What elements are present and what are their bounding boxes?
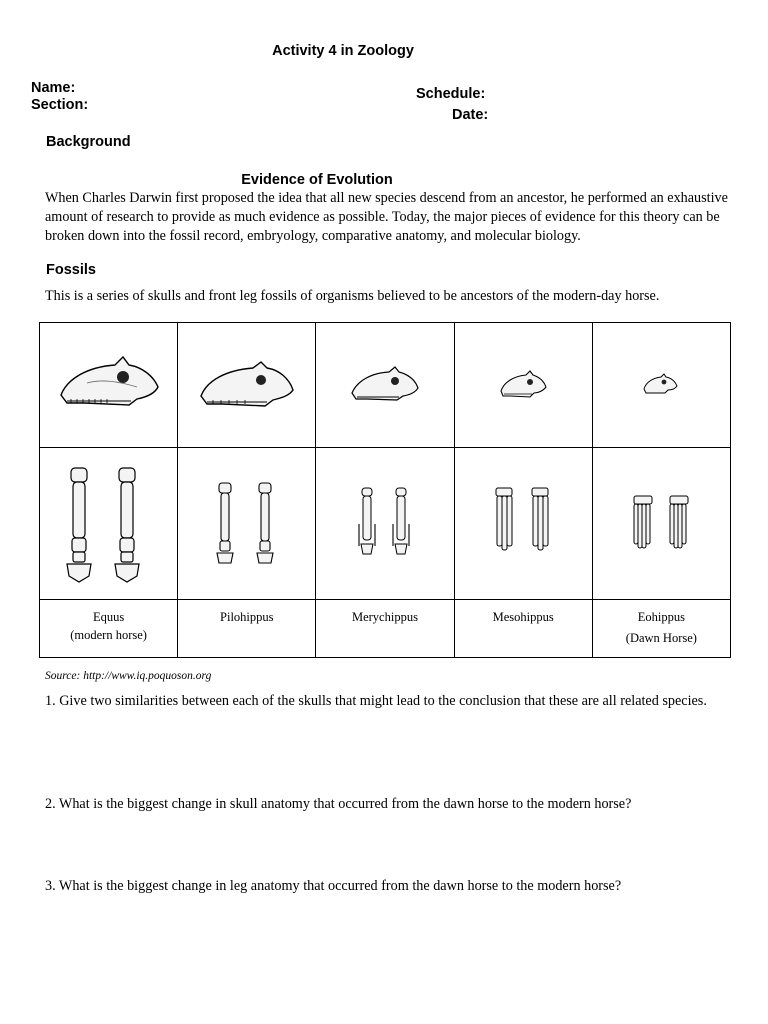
leg-cell-pilohippus	[178, 448, 316, 600]
leg-row	[40, 448, 731, 600]
fossil-table	[39, 322, 731, 658]
skull-cell-mesohippus	[454, 323, 592, 448]
equus-skull-image	[57, 353, 161, 417]
species-cell-pilohippus	[178, 600, 316, 658]
merychippus-skull-image	[349, 363, 421, 407]
leg-cell-mesohippus	[454, 448, 592, 600]
pilohippus-leg-image	[207, 479, 287, 569]
merychippus-leg-image	[350, 484, 420, 564]
skull-row	[40, 323, 731, 448]
pilohippus-skull-image	[197, 356, 297, 414]
background-paragraph: When Charles Darwin first proposed the idea that all new species descend from an ancestor, he performed an exhaustive amount of research to provide as much evidence as possible. Today, the major pieces of evidence for this theory can be broken down into the fossil record, embryology, comparative anatomy, and molecular biology.	[45, 190, 728, 244]
equus-leg-image	[59, 464, 159, 584]
species-name: Pilohippus	[220, 610, 274, 624]
species-name: Equus	[92, 610, 125, 624]
species-cell-merychippus	[316, 600, 454, 658]
date-label: Date:	[452, 107, 489, 123]
page-title: Activity 4 in Zoology	[272, 43, 414, 59]
fossils-intro: This is a series of skulls and front leg fossils of organisms believed to be ancestors of the modern-day horse.	[45, 288, 660, 304]
question-3: 3. What is the biggest change in leg anatomy that occurred from the dawn horse to the modern horse?	[45, 878, 622, 894]
species-name: Merychippus	[351, 610, 418, 624]
leg-cell-merychippus	[316, 448, 454, 600]
species-cell-equus	[40, 600, 178, 658]
species-name: Eohippus	[637, 610, 685, 624]
name-label: Name:	[31, 80, 76, 96]
eohippus-leg-image	[626, 492, 696, 556]
skull-cell-equus	[40, 323, 178, 448]
skull-cell-eohippus	[592, 323, 730, 448]
species-note: (modern horse)	[70, 628, 147, 642]
fossils-heading: Fossils	[46, 262, 96, 278]
species-name-row	[40, 600, 731, 658]
skull-cell-pilohippus	[178, 323, 316, 448]
species-note: (Dawn Horse)	[625, 631, 697, 645]
mesohippus-skull-image	[498, 367, 548, 403]
question-2: 2. What is the biggest change in skull anatomy that occurred from the dawn horse to the modern horse?	[45, 796, 632, 812]
species-cell-mesohippus	[454, 600, 592, 658]
species-cell-eohippus	[592, 600, 730, 658]
leg-cell-eohippus	[592, 448, 730, 600]
background-heading: Background	[46, 134, 131, 150]
leg-cell-equus	[40, 448, 178, 600]
source-citation: Source: http://www.iq.poquoson.org	[45, 670, 212, 682]
species-name: Mesohippus	[492, 610, 554, 624]
question-1: 1. Give two similarities between each of the skulls that might lead to the conclusion that these are all related species.	[45, 693, 707, 709]
evidence-subheading: Evidence of Evolution	[241, 172, 393, 188]
eohippus-skull-image	[641, 371, 681, 399]
mesohippus-leg-image	[488, 484, 558, 564]
section-label: Section:	[31, 97, 89, 113]
skull-cell-merychippus	[316, 323, 454, 448]
schedule-label: Schedule:	[416, 86, 486, 102]
